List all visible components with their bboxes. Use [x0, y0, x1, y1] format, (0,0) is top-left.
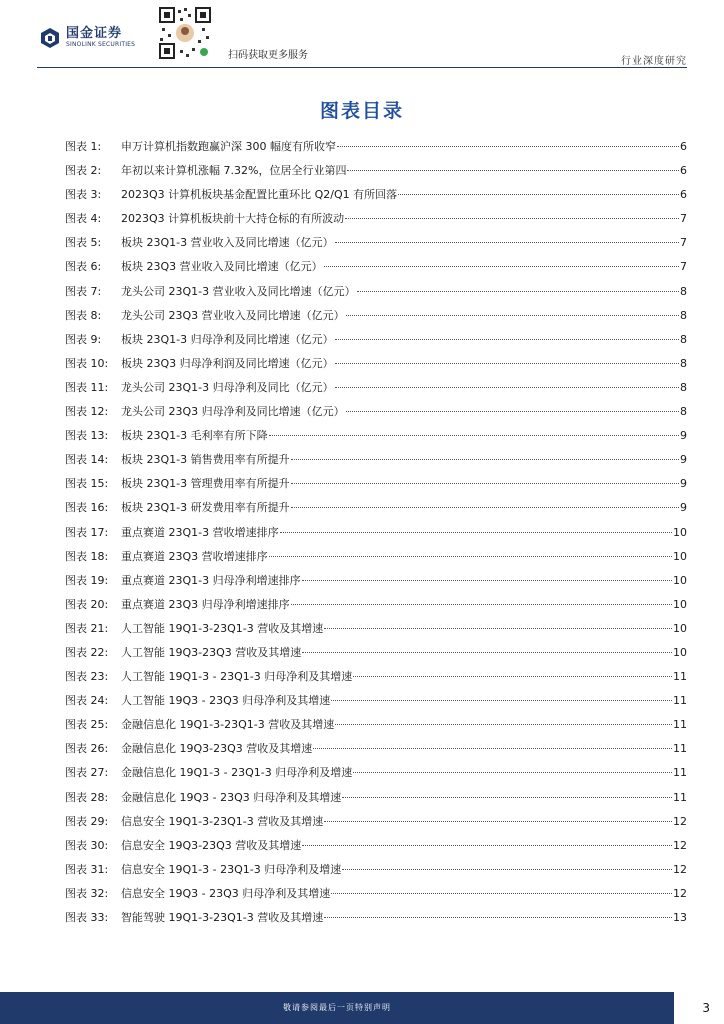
toc-entry-title: 重点赛道 23Q1-3 营收增速排序 — [121, 525, 279, 539]
toc-entry-label: 图表 33: — [65, 911, 109, 924]
toc-entry-title: 金融信息化 19Q1-3 - 23Q1-3 归母净利及增速 — [121, 766, 353, 780]
logo-name-en: SINOLINK SECURITIES — [66, 41, 136, 48]
toc-entry-page: 9 — [680, 477, 687, 491]
toc-entry-label: 图表 7: — [65, 284, 102, 298]
toc-entry-page: 8 — [680, 308, 687, 322]
toc-entry-label: 图表 15: — [65, 477, 109, 491]
toc-entry-title: 智能驾驶 19Q1-3-23Q1-3 营收及其增速 — [121, 911, 324, 924]
toc-entry-title: 人工智能 19Q1-3 - 23Q1-3 归母净利及其增速 — [121, 670, 353, 684]
toc-entry-page: 10 — [673, 621, 687, 635]
toc-entry[interactable] — [65, 573, 687, 597]
toc-entry-page: 9 — [680, 501, 687, 515]
toc-entry-label: 图表 32: — [65, 886, 109, 900]
toc-entry-page: 7 — [680, 212, 687, 226]
toc-dot-leader — [335, 363, 679, 364]
toc-entry-label: 图表 25: — [65, 718, 109, 732]
toc-entry[interactable] — [65, 814, 687, 838]
toc-entry-title: 板块 23Q1-3 归母净利及同比增速（亿元） — [121, 332, 334, 346]
toc-entry-label: 图表 10: — [65, 356, 109, 370]
toc-entry[interactable] — [65, 549, 687, 573]
page-header — [0, 0, 724, 70]
toc-entry[interactable] — [65, 235, 687, 259]
report-category: 行业深度研究 — [621, 56, 687, 67]
toc-entry[interactable] — [65, 308, 687, 332]
toc-entry[interactable] — [65, 838, 687, 862]
toc-dot-leader — [335, 724, 672, 725]
toc-dot-leader — [345, 218, 679, 219]
qr-code-icon — [158, 6, 212, 60]
toc-entry[interactable] — [65, 862, 687, 886]
toc-entry[interactable] — [65, 476, 687, 500]
toc-entry-title: 龙头公司 23Q3 营业收入及同比增速（亿元） — [121, 308, 345, 322]
header-divider — [37, 67, 687, 68]
toc-entry-label: 图表 26: — [65, 742, 109, 756]
toc-entry-page: 8 — [680, 332, 687, 346]
toc-entry-page: 7 — [680, 236, 687, 250]
toc-entry-label: 图表 11: — [65, 380, 109, 394]
toc-entry-page: 12 — [673, 814, 687, 828]
toc-dot-leader — [280, 532, 672, 533]
toc-entry-title: 板块 23Q1-3 毛利率有所下降 — [121, 429, 268, 443]
toc-entry-page: 8 — [680, 356, 687, 370]
toc-entry-title: 金融信息化 19Q3-23Q3 营收及其增速 — [121, 742, 313, 756]
toc-entry-label: 图表 23: — [65, 670, 109, 684]
toc-entry-page: 11 — [673, 790, 687, 804]
toc-entry-page: 7 — [680, 260, 687, 274]
toc-entry-page: 10 — [673, 597, 687, 611]
toc-dot-leader — [291, 604, 672, 605]
toc-entry[interactable] — [65, 525, 687, 549]
toc-entry-page: 12 — [673, 886, 687, 900]
sinolink-logo-icon — [40, 27, 60, 49]
toc-entry-label: 图表 28: — [65, 790, 109, 804]
toc-dot-leader — [353, 772, 672, 773]
toc-dot-leader — [335, 339, 679, 340]
toc-dot-leader — [342, 797, 672, 798]
toc-entry-page: 11 — [673, 670, 687, 684]
toc-entry-page: 11 — [673, 718, 687, 732]
toc-entry-title: 人工智能 19Q3-23Q3 营收及其增速 — [121, 645, 302, 659]
toc-entry-title: 重点赛道 23Q3 归母净利增速排序 — [121, 597, 290, 611]
toc-entry[interactable] — [65, 452, 687, 476]
toc-entry[interactable] — [65, 765, 687, 789]
page-number: 3 — [702, 1001, 710, 1015]
toc-entry[interactable] — [65, 717, 687, 741]
toc-entry-label: 图表 16: — [65, 501, 109, 515]
toc-entry-title: 金融信息化 19Q1-3-23Q1-3 营收及其增速 — [121, 718, 335, 732]
toc-entry[interactable] — [65, 356, 687, 380]
toc-entry-label: 图表 21: — [65, 621, 109, 635]
toc-entry-page: 8 — [680, 405, 687, 419]
logo-name-cn: 国金证券 — [66, 26, 123, 41]
toc-entry-page: 11 — [673, 694, 687, 708]
toc-dot-leader — [291, 483, 679, 484]
toc-entry[interactable] — [65, 910, 687, 934]
toc-entry-title: 板块 23Q1-3 管理费用率有所提升 — [121, 477, 290, 491]
toc-dot-leader — [302, 845, 672, 846]
toc-entry[interactable] — [65, 139, 687, 163]
toc-entry-title: 重点赛道 23Q3 营收增速排序 — [121, 549, 268, 563]
toc-entry[interactable] — [65, 597, 687, 621]
toc-entry-page: 11 — [673, 742, 687, 756]
toc-entry[interactable] — [65, 886, 687, 910]
toc-entry[interactable] — [65, 693, 687, 717]
toc-dot-leader — [313, 748, 672, 749]
toc-entry-title: 重点赛道 23Q1-3 归母净利增速排序 — [121, 573, 301, 587]
toc-entry-page: 10 — [673, 525, 687, 539]
toc-entry-title: 板块 23Q1-3 营业收入及同比增速（亿元） — [121, 236, 334, 250]
toc-dot-leader — [302, 652, 672, 653]
toc-entry-label: 图表 30: — [65, 838, 109, 852]
toc-entry[interactable] — [65, 621, 687, 645]
toc-dot-leader — [335, 242, 679, 243]
toc-entry-label: 图表 8: — [65, 308, 102, 322]
toc-dot-leader — [347, 170, 679, 171]
page-footer — [0, 992, 724, 1024]
toc-entry-title: 申万计算机指数跑赢沪深 300 幅度有所收窄 — [121, 140, 336, 153]
toc-entry-title: 人工智能 19Q1-3-23Q1-3 营收及其增速 — [121, 621, 324, 635]
toc-entry-title: 人工智能 19Q3 - 23Q3 归母净利及其增速 — [121, 694, 331, 708]
toc-entry-page: 10 — [673, 573, 687, 587]
toc-entry-page: 8 — [680, 284, 687, 298]
toc-entry-label: 图表 4: — [65, 212, 102, 226]
toc-entry-page: 9 — [680, 429, 687, 443]
toc-entry-label: 图表 5: — [65, 236, 102, 250]
toc-entry-title: 2023Q3 计算机板块基金配置比重环比 Q2/Q1 有所回落 — [121, 188, 398, 202]
toc-dot-leader — [291, 459, 679, 460]
toc-entry-title: 信息安全 19Q1-3 - 23Q1-3 归母净利及增速 — [121, 862, 342, 876]
toc-dot-leader — [269, 556, 672, 557]
toc-entry[interactable] — [65, 500, 687, 524]
toc-entry-label: 图表 2: — [65, 164, 102, 178]
toc-dot-leader — [269, 435, 679, 436]
toc-entry[interactable] — [65, 741, 687, 765]
toc-entry-title: 信息安全 19Q3 - 23Q3 归母净利及其增速 — [121, 886, 331, 900]
toc-entry-label: 图表 20: — [65, 597, 109, 611]
toc-dot-leader — [346, 411, 679, 412]
toc-entry-page: 6 — [680, 164, 687, 178]
toc-entry-page: 10 — [673, 549, 687, 563]
toc-entry-page: 10 — [673, 645, 687, 659]
company-logo — [40, 27, 135, 49]
toc-entry-page: 6 — [680, 140, 687, 153]
toc-entry-title: 龙头公司 23Q1-3 归母净利及同比（亿元） — [121, 380, 334, 394]
toc-entry[interactable] — [65, 284, 687, 308]
toc-entry-label: 图表 24: — [65, 694, 109, 708]
toc-entry[interactable] — [65, 163, 687, 187]
toc-entry-label: 图表 27: — [65, 766, 109, 780]
toc-dot-leader — [331, 893, 672, 894]
toc-entry[interactable] — [65, 669, 687, 693]
toc-entry-label: 图表 12: — [65, 405, 109, 419]
toc-dot-leader — [342, 869, 672, 870]
toc-dot-leader — [337, 146, 679, 147]
toc-entry-title: 板块 23Q3 营业收入及同比增速（亿元） — [121, 260, 323, 274]
toc-dot-leader — [398, 194, 679, 195]
toc-entry[interactable] — [65, 428, 687, 452]
toc-entry[interactable] — [65, 380, 687, 404]
toc-entry-page: 12 — [673, 862, 687, 876]
scan-prompt: 扫码获取更多服务 — [228, 50, 308, 61]
toc-dot-leader — [357, 291, 679, 292]
toc-dot-leader — [324, 917, 672, 918]
toc-entry[interactable] — [65, 404, 687, 428]
toc-entry[interactable] — [65, 259, 687, 283]
toc-entry-title: 信息安全 19Q1-3-23Q1-3 营收及其增速 — [121, 814, 324, 828]
toc-entry-title: 年初以来计算机涨幅 7.32%，位居全行业第四 — [121, 164, 347, 178]
toc-entry-title: 龙头公司 23Q1-3 营业收入及同比增速（亿元） — [121, 284, 356, 298]
toc-dot-leader — [324, 821, 672, 822]
footer-disclaimer: 敬请参阅最后一页特别声明 — [283, 1003, 391, 1012]
toc-entry-title: 板块 23Q1-3 销售费用率有所提升 — [121, 453, 290, 467]
toc-entry-label: 图表 22: — [65, 645, 109, 659]
toc-entry-label: 图表 14: — [65, 453, 109, 467]
toc-entry-page: 9 — [680, 453, 687, 467]
toc-entry-title: 2023Q3 计算机板块前十大持仓标的有所波动 — [121, 212, 345, 226]
toc-entry-label: 图表 9: — [65, 332, 102, 346]
toc-entry-label: 图表 29: — [65, 814, 109, 828]
toc-entry-title: 龙头公司 23Q3 归母净利及同比增速（亿元） — [121, 405, 345, 419]
toc-dot-leader — [324, 628, 672, 629]
toc-entry-page: 6 — [680, 188, 687, 202]
toc-dot-leader — [331, 700, 672, 701]
toc-entry-label: 图表 13: — [65, 429, 109, 443]
toc-entry-page: 12 — [673, 838, 687, 852]
toc-dot-leader — [353, 676, 672, 677]
toc-dot-leader — [291, 507, 679, 508]
toc-entry-title: 板块 23Q1-3 研发费用率有所提升 — [121, 501, 290, 515]
toc-dot-leader — [302, 580, 672, 581]
toc-dot-leader — [346, 315, 679, 316]
toc-dot-leader — [335, 387, 679, 388]
toc-dot-leader — [324, 266, 679, 267]
toc-entry-page: 13 — [673, 911, 687, 924]
toc-entry-label: 图表 19: — [65, 573, 109, 587]
toc-entry-title: 板块 23Q3 归母净利润及同比增速（亿元） — [121, 356, 334, 370]
toc-entry-page: 8 — [680, 380, 687, 394]
toc-entry-label: 图表 18: — [65, 549, 109, 563]
toc-entry[interactable] — [65, 211, 687, 235]
toc-entry-label: 图表 1: — [65, 140, 102, 153]
toc-entry-title: 金融信息化 19Q3 - 23Q3 归母净利及其增速 — [121, 790, 342, 804]
chart-index-list — [65, 139, 687, 934]
toc-entry-label: 图表 3: — [65, 188, 102, 202]
toc-entry-label: 图表 31: — [65, 862, 109, 876]
toc-entry-label: 图表 6: — [65, 260, 102, 274]
toc-entry-label: 图表 17: — [65, 525, 109, 539]
toc-entry-title: 信息安全 19Q3-23Q3 营收及其增速 — [121, 838, 302, 852]
toc-entry[interactable] — [65, 332, 687, 356]
toc-entry[interactable] — [65, 645, 687, 669]
toc-entry[interactable] — [65, 187, 687, 211]
page-title: 图表目录 — [319, 100, 404, 122]
toc-entry[interactable] — [65, 790, 687, 814]
toc-entry-page: 11 — [673, 766, 687, 780]
